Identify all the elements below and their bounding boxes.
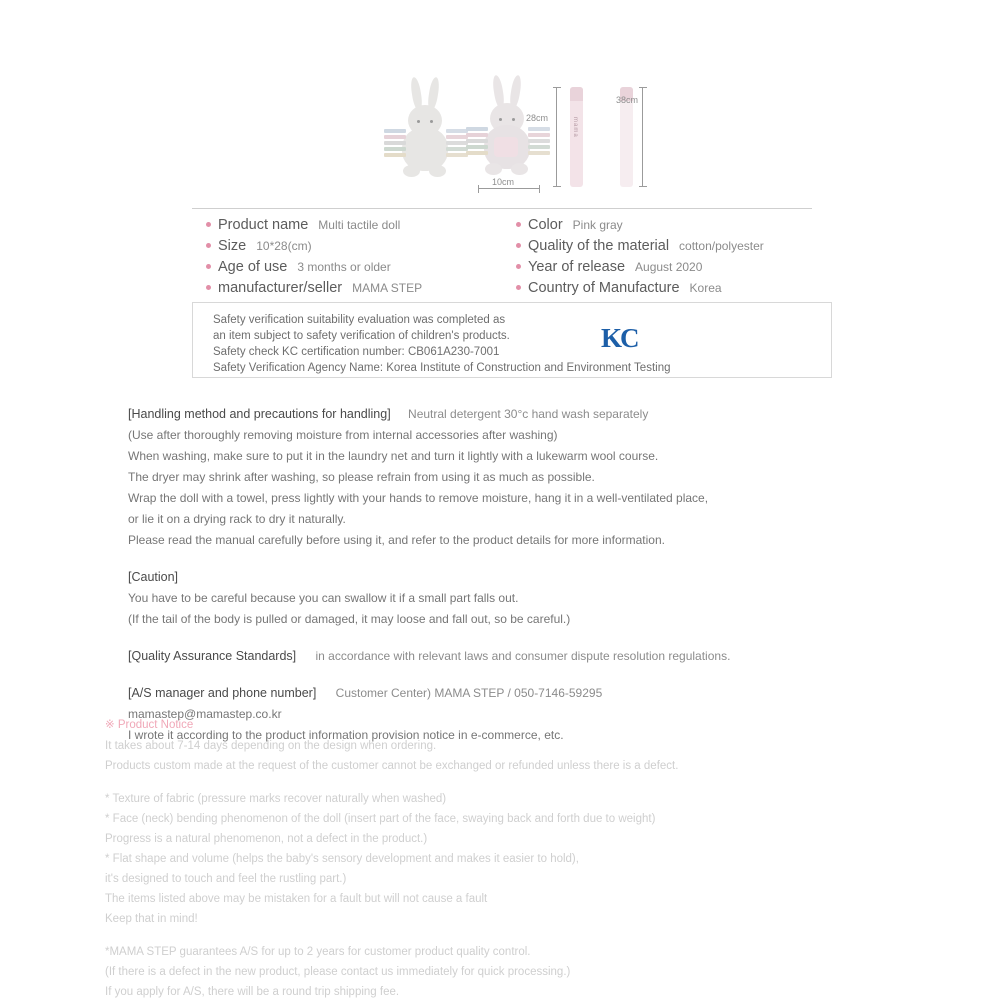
- caution-title: [Caution]: [128, 570, 179, 584]
- handling-line: or lie it on a drying rack to dry it naturally.: [128, 512, 346, 526]
- spec-cell-year: Year of release August 2020: [502, 259, 812, 275]
- handling-title: [Handling method and precautions for handling]: [128, 407, 391, 421]
- spec-cell-size: Size 10*28(cm): [192, 238, 502, 254]
- spacer: [105, 929, 935, 942]
- strap-image-1: [570, 87, 583, 187]
- kc-line-2: an item subject to safety verification of children's products.: [213, 330, 510, 342]
- notice-as-line: *MAMA STEP guarantees A/S for up to 2 years for customer product quality control.: [105, 946, 531, 958]
- doll-foot-right: [511, 163, 528, 175]
- spec-cell-manufacturer: manufacturer/seller MAMA STEP: [192, 280, 502, 296]
- notice-line: It takes about 7-14 days depending on the design when ordering.: [105, 740, 437, 752]
- doll-tags-right: [446, 129, 468, 163]
- notice-bullet: * Flat shape and volume (helps the baby's sensory development and makes it easier to hold),: [105, 853, 579, 865]
- notice-bullet: * Face (neck) bending phenomenon of the doll (insert part of the face, swaying back and forth due to weight): [105, 813, 656, 825]
- product-spec-table: [192, 208, 812, 310]
- as-manager-line: I wrote it according to the product information provision notice in e-commerce, etc.: [128, 728, 564, 742]
- doll-eye-right: [430, 120, 433, 123]
- notice-bullet: * Texture of fabric (pressure marks recover naturally when washed): [105, 793, 447, 805]
- notice-bullet: Progress is a natural phenomenon, not a defect in the product.): [105, 833, 428, 845]
- bullet-icon: [516, 222, 521, 227]
- handling-line: (Use after thoroughly removing moisture from internal accessories after washing): [128, 428, 558, 442]
- spec-row: [192, 238, 812, 254]
- doll-tags-right: [528, 127, 550, 161]
- bullet-icon: [516, 264, 521, 269]
- doll-foot-left: [485, 163, 502, 175]
- product-image-group: [370, 45, 670, 195]
- spacer: [128, 551, 918, 567]
- product-notice-title: ※ Product Notice: [105, 719, 194, 731]
- kc-line-1: Safety verification suitability evaluation was completed as: [213, 314, 506, 326]
- spacer: [128, 667, 918, 683]
- doll-tags-left: [384, 129, 406, 163]
- spec-row: [192, 217, 812, 233]
- quality-note: in accordance with relevant laws and consumer dispute resolution regulations.: [315, 649, 731, 663]
- bullet-icon: [206, 285, 211, 290]
- spacer: [105, 776, 935, 789]
- width-dimension-label: 10cm: [492, 177, 515, 187]
- as-manager-title: [A/S manager and phone number]: [128, 686, 317, 700]
- as-manager-title-line: [128, 683, 918, 704]
- handling-line: When washing, make sure to put it in the laundry net and turn it lightly with a lukewarm wool course.: [128, 449, 659, 463]
- notice-as-line: If you apply for A/S, there will be a round trip shipping fee.: [105, 986, 400, 998]
- quality-block: [128, 646, 918, 667]
- spec-row: [192, 259, 812, 275]
- gray-doll-image: [388, 77, 462, 181]
- as-manager-note: Customer Center) MAMA STEP / 050-7146-59295: [335, 686, 603, 700]
- doll-eye-left: [499, 118, 502, 121]
- doll-chest-badge: [494, 137, 518, 157]
- handling-title-note: Neutral detergent 30°c hand wash separately: [408, 407, 649, 421]
- spec-cell-country: Country of Manufacture Korea: [502, 280, 812, 296]
- bullet-icon: [516, 285, 521, 290]
- handling-line: Wrap the doll with a towel, press lightly with your hands to remove moisture, hang it in a well-ventilated place,: [128, 491, 709, 505]
- kc-mark-icon: KC: [601, 323, 638, 353]
- doll-foot-left: [403, 165, 420, 177]
- width-dimension-line: [478, 188, 540, 189]
- handling-block: [128, 404, 918, 551]
- handling-title-line: [128, 404, 918, 425]
- pink-doll-image: [470, 75, 544, 179]
- notice-bullet: it's designed to touch and feel the rustling part.): [105, 873, 347, 885]
- doll-eye-left: [417, 120, 420, 123]
- height-dimension-label: 28cm: [526, 113, 549, 123]
- height-dimension-line: [556, 87, 557, 187]
- quality-title: [Quality Assurance Standards]: [128, 649, 297, 663]
- spec-cell-color: Color Pink gray: [502, 217, 812, 233]
- strap-brand-text: mama: [572, 117, 578, 138]
- spec-cell-product-name: Product name Multi tactile doll: [192, 217, 502, 233]
- handling-line: Please read the manual carefully before using it, and refer to the product details for more information.: [128, 533, 665, 547]
- product-notice-section: [105, 715, 935, 1002]
- strap-height-dimension-line: [642, 87, 643, 187]
- doll-foot-right: [429, 165, 446, 177]
- doll-eye-right: [512, 118, 515, 121]
- doll-tags-left: [466, 127, 488, 161]
- notice-closing-line: Keep that in mind!: [105, 913, 198, 925]
- strap-height-dimension-label: 38cm: [616, 95, 639, 105]
- bullet-icon: [206, 243, 211, 248]
- spec-cell-material: Quality of the material cotton/polyester: [502, 238, 812, 254]
- strap-clip: [570, 87, 583, 101]
- spacer: [128, 630, 918, 646]
- bullet-icon: [206, 264, 211, 269]
- notice-as-line: (If there is a defect in the new product, please contact us immediately for quick processing.): [105, 966, 571, 978]
- caution-block: [128, 567, 918, 630]
- product-description-text: [128, 404, 918, 746]
- kc-certification-box: [192, 302, 832, 378]
- bullet-icon: [516, 243, 521, 248]
- caution-line: (If the tail of the body is pulled or damaged, it may loose and fall out, so be careful.): [128, 612, 571, 626]
- handling-line: The dryer may shrink after washing, so please refrain from using it as much as possible.: [128, 470, 595, 484]
- kc-line-3: Safety check KC certification number: CB061A230-7001: [213, 346, 500, 358]
- as-manager-email[interactable]: mamastep@mamastep.co.kr: [128, 707, 282, 721]
- notice-closing-line: The items listed above may be mistaken for a fault but will not cause a fault: [105, 893, 488, 905]
- spec-row: [192, 280, 812, 296]
- bullet-icon: [206, 222, 211, 227]
- caution-line: You have to be careful because you can swallow it if a small part falls out.: [128, 591, 519, 605]
- notice-line: Products custom made at the request of the customer cannot be exchanged or refunded unless there is a defect.: [105, 760, 679, 772]
- spec-cell-age: Age of use 3 months or older: [192, 259, 502, 275]
- kc-line-4: Safety Verification Agency Name: Korea Institute of Construction and Environment Testing: [213, 362, 671, 374]
